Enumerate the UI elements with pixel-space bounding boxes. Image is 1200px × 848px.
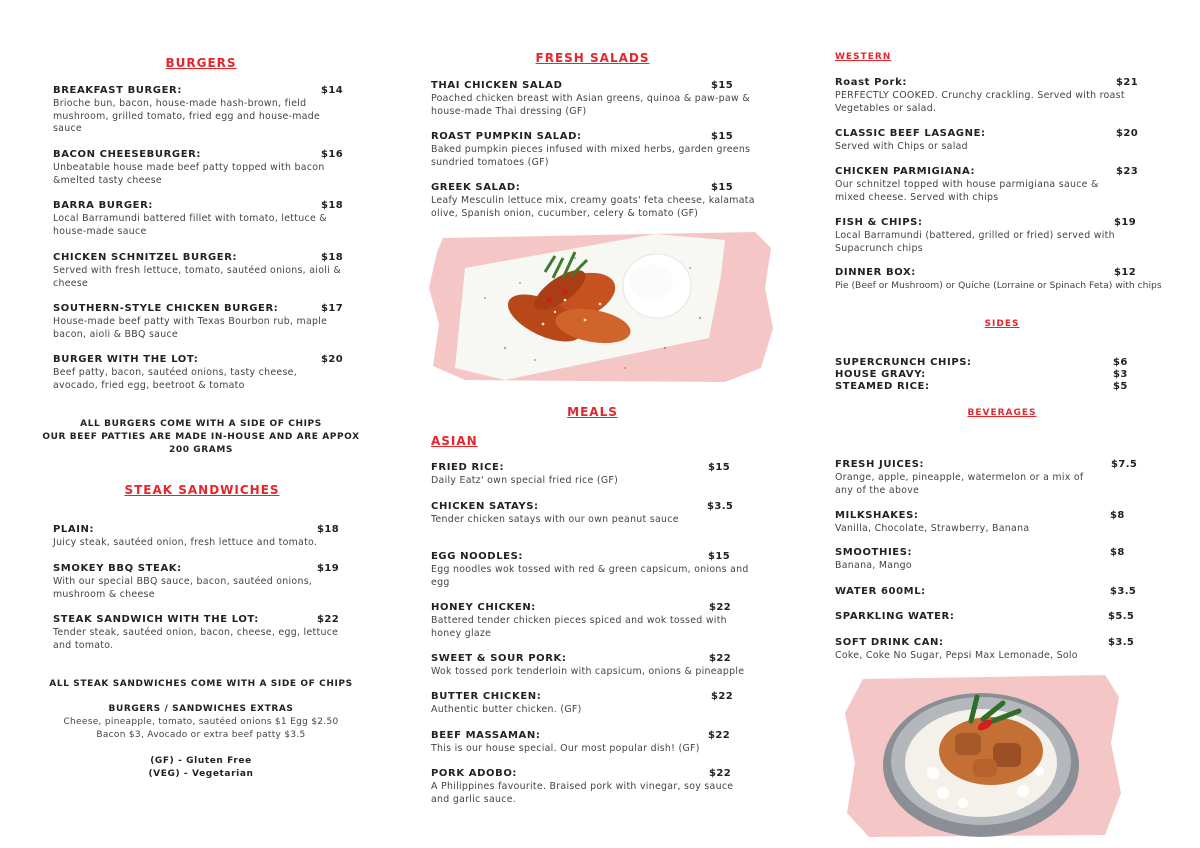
item-description: Tender chicken satays with our own peanut sauce — [431, 514, 679, 525]
steak-sandwiches-note: ALL STEAK SANDWICHES COME WITH A SIDE OF CHIPS — [49, 679, 353, 689]
item-price: $15 — [711, 131, 734, 142]
item-price: $15 — [711, 182, 734, 193]
item-name: BREAKFAST BURGER: — [53, 85, 182, 96]
curry-rice-bowl-photo — [843, 673, 1123, 839]
item-name: FISH & CHIPS: — [835, 217, 923, 228]
honey-chicken-photo — [425, 228, 775, 386]
item-name: GREEK SALAD: — [431, 182, 521, 193]
item-description: Vanilla, Chocolate, Strawberry, Banana — [835, 523, 1030, 534]
menu-item-plain-steak — [53, 524, 343, 552]
menu-item-milkshakes — [835, 510, 1135, 538]
item-name: SWEET & SOUR PORK: — [431, 653, 567, 664]
meals-heading: MEALS — [567, 405, 618, 419]
menu-item-roast-pumpkin-salad — [431, 131, 761, 171]
item-name: SOFT DRINK CAN: — [835, 637, 944, 648]
item-price: $15 — [711, 80, 734, 91]
item-name: BARRA BURGER: — [53, 200, 153, 211]
item-description: Wok tossed pork tenderloin with capsicum, onions & pineapple — [431, 666, 745, 677]
item-price: $5.5 — [1108, 611, 1135, 622]
menu-item-fried-rice — [431, 462, 761, 490]
menu-item-smoothies — [835, 547, 1135, 575]
menu-item-bacon-cheeseburger — [53, 149, 343, 189]
menu-item-steak-sandwich-with-the-lot — [53, 614, 345, 654]
item-description: Served with Chips or salad — [835, 141, 968, 152]
menu-item-greek-salad — [431, 182, 761, 222]
item-name: STEAMED RICE: — [835, 381, 930, 392]
item-price: $14 — [321, 85, 344, 96]
item-description: With our special BBQ sauce, bacon, sautéed onions, mushroom & cheese — [53, 576, 313, 600]
item-name: PLAIN: — [53, 524, 95, 535]
item-name: BURGER WITH THE LOT: — [53, 354, 199, 365]
menu-item-southern-style-chicken-burger — [53, 303, 343, 343]
burgers-note — [40, 418, 362, 457]
item-price: $3 — [1113, 369, 1128, 380]
item-price: $19 — [317, 563, 340, 574]
item-name: Roast Pork: — [835, 77, 907, 88]
item-description: Our schnitzel topped with house parmigiana sauce & mixed cheese. Served with chips — [835, 179, 1099, 203]
item-name: DINNER BOX: — [835, 267, 916, 278]
item-name: MILKSHAKES: — [835, 510, 919, 521]
item-price: $22 — [709, 653, 732, 664]
item-name: ROAST PUMPKIN SALAD: — [431, 131, 582, 142]
item-description: Local Barramundi battered fillet with tomato, lettuce & house-made sauce — [53, 213, 327, 237]
item-price: $3.5 — [707, 501, 734, 512]
legend-gluten-free: (GF) - Gluten Free — [150, 756, 252, 766]
item-price: $12 — [1114, 267, 1137, 278]
burgers-heading: BURGERS — [165, 56, 237, 70]
item-price: $18 — [321, 252, 344, 263]
item-price: $8 — [1110, 510, 1125, 521]
item-description: PERFECTLY COOKED. Crunchy crackling. Served with roast Vegetables or salad. — [835, 90, 1125, 114]
item-price: $20 — [321, 354, 344, 365]
item-description: Daily Eatz' own special fried rice (GF) — [431, 475, 619, 486]
item-description: Juicy steak, sautéed onion, fresh lettuce and tomato. — [53, 537, 318, 548]
menu-item-chicken-satays — [431, 501, 761, 529]
item-name: WATER 600ML: — [835, 586, 926, 597]
item-name: CHICKEN SCHNITZEL BURGER: — [53, 252, 238, 263]
item-name: STEAK SANDWICH WITH THE LOT: — [53, 614, 259, 625]
item-description: Served with fresh lettuce, tomato, sautéed onions, aioli & cheese — [53, 265, 341, 289]
item-name: PORK ADOBO: — [431, 768, 518, 779]
menu-item-fresh-juices — [835, 459, 1138, 499]
burgers-note-line-3: 200 GRAMS — [168, 445, 234, 455]
item-name: BEEF MASSAMAN: — [431, 730, 541, 741]
menu-item-egg-noodles — [431, 551, 761, 591]
menu-item-roast-pork — [835, 77, 1145, 117]
item-name: SMOKEY BBQ STEAK: — [53, 563, 182, 574]
item-description: Brioche bun, bacon, house-made hash-brown, field mushroom, grilled tomato, fried egg and house-made sauce — [53, 98, 321, 135]
burgers-note-line-2: OUR BEEF PATTIES ARE MADE IN-HOUSE AND ARE APPOX — [42, 432, 360, 442]
item-price: $18 — [321, 200, 344, 211]
item-name: HONEY CHICKEN: — [431, 602, 536, 613]
item-description: Orange, apple, pineapple, watermelon or a mix of any of the above — [835, 472, 1084, 496]
item-price: $16 — [321, 149, 344, 160]
menu-item-breakfast-burger — [53, 85, 343, 135]
menu-item-sweet-sour-pork — [431, 653, 761, 681]
menu-item-water — [835, 586, 1135, 600]
item-price: $15 — [708, 462, 731, 473]
menu-item-barra-burger — [53, 200, 343, 240]
extras-line-1: Cheese, pineapple, tomato, sautéed onions $1 Egg $2.50 — [63, 717, 339, 727]
menu-item-burger-with-the-lot — [53, 354, 343, 394]
item-price: $22 — [711, 691, 734, 702]
menu-item-sparkling-water — [835, 611, 1135, 625]
menu-item-classic-beef-lasagne — [835, 128, 1145, 156]
menu-item-butter-chicken — [431, 691, 761, 719]
item-price: $17 — [321, 303, 344, 314]
item-description: Banana, Mango — [835, 560, 912, 571]
item-description: Baked pumpkin pieces infused with mixed herbs, garden greens sundried tomatoes (GF) — [431, 144, 751, 168]
menu-item-honey-chicken — [431, 602, 761, 642]
item-name: SMOOTHIES: — [835, 547, 913, 558]
item-name: BUTTER CHICKEN: — [431, 691, 542, 702]
item-name: SPARKLING WATER: — [835, 611, 955, 622]
item-price: $22 — [709, 768, 732, 779]
item-name: FRIED RICE: — [431, 462, 505, 473]
menu-item-soft-drink-can — [835, 637, 1135, 665]
item-description: Local Barramundi (battered, grilled or fried) served with Supacrunch chips — [835, 230, 1115, 254]
asian-heading: ASIAN — [431, 434, 478, 448]
beverages-heading: BEVERAGES — [967, 408, 1037, 418]
item-price: $20 — [1116, 128, 1139, 139]
item-name: CHICKEN PARMIGIANA: — [835, 166, 976, 177]
steak-sandwiches-heading: STEAK SANDWICHES — [124, 483, 280, 497]
item-description: This is our house special. Our most popular dish! (GF) — [431, 743, 700, 754]
item-description: Battered tender chicken pieces spiced and wok tossed with honey glaze — [431, 615, 727, 639]
item-price: $22 — [708, 730, 731, 741]
item-name: BACON CHEESEBURGER: — [53, 149, 202, 160]
item-description: Unbeatable house made beef patty topped with bacon &melted tasty cheese — [53, 162, 325, 186]
western-heading: WESTERN — [835, 52, 892, 62]
menu-item-chicken-parmigiana — [835, 166, 1145, 206]
menu-item-chicken-schnitzel-burger — [53, 252, 343, 292]
item-name: SUPERCRUNCH CHIPS: — [835, 357, 972, 368]
item-price: $7.5 — [1111, 459, 1138, 470]
legend-vegetarian: (VEG) - Vegetarian — [148, 769, 254, 779]
menu-item-fish-chips — [835, 217, 1145, 257]
extras-line-2: Bacon $3, Avocado or extra beef patty $3.5 — [96, 730, 306, 740]
item-description: Tender steak, sautéed onion, bacon, cheese, egg, lettuce and tomato. — [53, 627, 339, 651]
item-description: Poached chicken breast with Asian greens, quinoa & paw-paw & house-made Thai dressing (GF) — [431, 93, 750, 117]
menu-item-pork-adobo — [431, 768, 761, 808]
item-price: $23 — [1116, 166, 1139, 177]
item-description: A Philippines favourite. Braised pork with vinegar, soy sauce and garlic sauce. — [431, 781, 734, 805]
menu-item-thai-chicken-salad — [431, 80, 761, 120]
menu-item-beef-massaman — [431, 730, 761, 758]
burgers-note-line-1: ALL BURGERS COME WITH A SIDE OF CHIPS — [80, 419, 322, 429]
item-description: Pie (Beef or Mushroom) or Quiche (Lorraine or Spinach Feta) with chips — [835, 280, 1162, 291]
extras-heading: BURGERS / SANDWICHES EXTRAS — [108, 704, 294, 714]
item-name: HOUSE GRAVY: — [835, 369, 926, 380]
item-name: SOUTHERN-STYLE CHICKEN BURGER: — [53, 303, 279, 314]
item-description: Coke, Coke No Sugar, Pepsi Max Lemonade, Solo — [835, 650, 1078, 661]
item-description: Beef patty, bacon, sautéed onions, tasty cheese, avocado, fried egg, beetroot & tomato — [53, 367, 297, 391]
item-price: $21 — [1116, 77, 1139, 88]
item-name: EGG NOODLES: — [431, 551, 524, 562]
menu-item-dinner-box — [835, 267, 1162, 295]
item-price: $19 — [1114, 217, 1137, 228]
item-name: CHICKEN SATAYS: — [431, 501, 539, 512]
fresh-salads-heading: FRESH SALADS — [535, 51, 650, 65]
item-name: THAI CHICKEN SALAD — [431, 80, 563, 91]
item-name: FRESH JUICES: — [835, 459, 925, 470]
menu-item-steamed-rice — [835, 381, 1135, 394]
item-price: $18 — [317, 524, 340, 535]
item-description: Egg noodles wok tossed with red & green capsicum, onions and egg — [431, 564, 749, 588]
item-price: $15 — [708, 551, 731, 562]
menu-item-smokey-bbq-steak — [53, 563, 343, 603]
item-description: Leafy Mesculin lettuce mix, creamy goats' feta cheese, kalamata olive, Spanish onion, cucumber, celery & tomato (GF) — [431, 195, 755, 219]
item-price: $22 — [317, 614, 340, 625]
item-price: $3.5 — [1110, 586, 1137, 597]
item-description: House-made beef patty with Texas Bourbon rub, maple bacon, aioli & BBQ sauce — [53, 316, 328, 340]
item-price: $22 — [709, 602, 732, 613]
item-price: $5 — [1113, 381, 1128, 392]
item-price: $8 — [1110, 547, 1125, 558]
item-price: $6 — [1113, 357, 1128, 368]
item-price: $3.5 — [1108, 637, 1135, 648]
sides-heading: SIDES — [984, 319, 1020, 329]
item-name: CLASSIC BEEF LASAGNE: — [835, 128, 986, 139]
item-description: Authentic butter chicken. (GF) — [431, 704, 582, 715]
